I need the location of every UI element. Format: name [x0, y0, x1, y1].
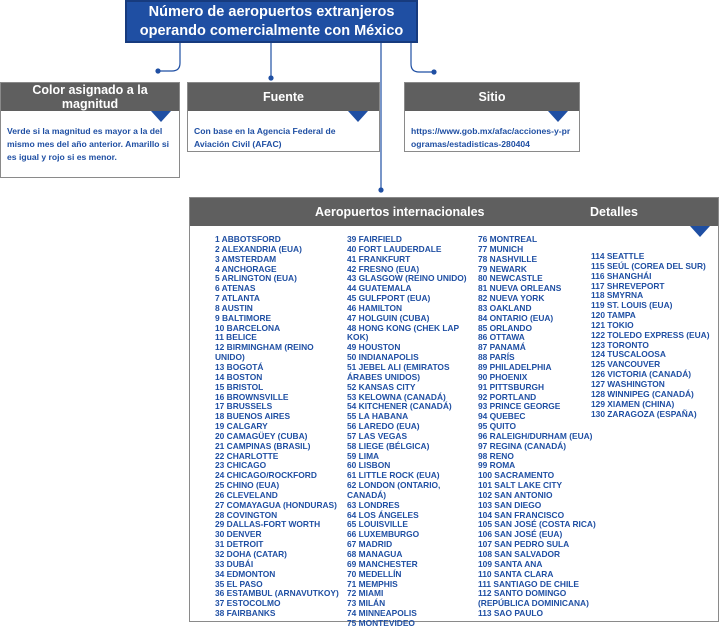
airport-item: 31 DETROIT [215, 539, 264, 550]
airport-item: 49 HOUSTON [347, 342, 401, 353]
airport-item: 88 PARÍS [478, 352, 515, 363]
airport-item: 55 LA HABANA [347, 411, 409, 422]
airport-item: 102 SAN ANTONIO [478, 489, 553, 500]
airport-item: 105 SAN JOSÉ (COSTA RICA) [478, 519, 596, 530]
fuente-box [187, 82, 380, 152]
airport-item: 108 SAN SALVADOR [478, 549, 561, 559]
airports-box-arrow [690, 226, 710, 237]
airport-item: 50 INDIANAPOLIS [347, 352, 419, 363]
airport-item: 20 CAMAGÜEY (CUBA) [215, 430, 308, 441]
airport-item: 63 LONDRES [347, 499, 400, 510]
sitio-box [404, 82, 580, 152]
airport-item: 46 HAMILTON [347, 302, 403, 313]
airports-box-header [190, 198, 718, 226]
airport-item: 103 SAN DIEGO [478, 499, 542, 510]
airport-item: 11 BELICE [215, 332, 257, 343]
airport-item: 29 DALLAS-FORT WORTH [215, 519, 321, 530]
airport-item: 3 AMSTERDAM [215, 253, 277, 264]
airport-item: 42 FRESNO (EUA) [347, 263, 420, 274]
airport-item: 96 RALEIGH/DURHAM (EUA) [478, 430, 593, 441]
airport-item: 2 ALEXANDRIA (EUA) [215, 243, 302, 254]
airport-item: 98 RENO [478, 450, 514, 461]
airport-item: 53 KELOWNA (CANADÁ) [347, 391, 446, 402]
airport-item: 86 OTTAWA [478, 332, 525, 343]
airport-item: 81 NUEVA ORLEANS [478, 283, 562, 294]
airport-item: 5 ARLINGTON (EUA) [215, 273, 297, 284]
airport-item: 73 MILÁN [347, 598, 386, 609]
airport-item: 90 PHOENIX [478, 371, 528, 382]
airport-item: 60 LISBON [347, 460, 391, 471]
airport-item: 21 CAMPINAS (BRASIL) [215, 440, 311, 451]
airport-item: 17 BRUSSELS [215, 401, 273, 412]
airport-item: 80 NEWCASTLE [478, 273, 543, 284]
airport-item: 70 MEDELLÍN [347, 568, 402, 579]
airport-item: 27 COMAYAGUA (HONDURAS) [215, 499, 337, 510]
airport-item: 100 SACRAMENTO [478, 470, 555, 481]
airport-column-1 [215, 235, 340, 619]
airport-item: 58 LIEGE (BÉLGICA) [347, 440, 430, 451]
color-box-body: Verde si la magnitud es mayor a la del mismo mes del año anterior. Amarillo si es igual y rojo si es menor. [7, 126, 170, 162]
airport-item: 10 BARCELONA [215, 322, 281, 333]
airport-item: 38 FAIRBANKS [215, 608, 276, 619]
airport-item: 111 SANTIAGO DE CHILE [478, 578, 579, 589]
airport-item: 18 BUENOS AIRES [215, 411, 291, 422]
airport-item: 64 LOS ÁNGELES [347, 509, 419, 520]
airport-item: 128 WINNIPEG (CANADÁ) [591, 388, 694, 399]
airport-item: 54 KITCHENER (CANADÁ) [347, 401, 452, 412]
airport-item: 59 LIMA [347, 450, 380, 461]
airport-item: 116 SHANGHÁI [591, 270, 652, 281]
color-box-header: Color asignado a la magnitud [1, 83, 179, 111]
airport-item: 69 MANCHESTER [347, 558, 418, 569]
airport-item: 43 GLASGOW (REINO UNIDO) [347, 273, 467, 284]
airport-item: 52 KANSAS CITY [347, 381, 416, 392]
airport-item: 44 GUATEMALA [347, 283, 412, 294]
airport-item: 74 MINNEAPOLIS [347, 608, 417, 619]
airport-item: 67 MADRID [347, 539, 393, 550]
airport-item: 91 PITTSBURGH [478, 381, 545, 392]
airport-item: 56 LAREDO (EUA) [347, 421, 420, 432]
sitio-box-header: Sitio [405, 83, 579, 111]
airport-item: 35 EL PASO [215, 578, 263, 589]
airport-item: 123 TORONTO [591, 339, 649, 350]
airport-item: 25 CHINO (EUA) [215, 480, 280, 491]
airport-item: 33 DUBÁI [215, 558, 254, 569]
airport-item: 8 AUSTIN [215, 302, 253, 313]
airport-item: 101 SALT LAKE CITY [478, 480, 563, 491]
airport-item: 23 CHICAGO [215, 460, 267, 471]
airport-item: 127 WASHINGTON [591, 378, 665, 389]
airports-box [189, 197, 719, 628]
fuente-box-arrow [348, 111, 368, 122]
airport-item: 4 ANCHORAGE [215, 263, 277, 274]
airport-item: 40 FORT LAUDERDALE [347, 243, 442, 254]
airport-item: 39 FAIRFIELD [347, 234, 402, 244]
airport-item: 22 CHARLOTTE [215, 450, 279, 461]
airport-item: 77 MUNICH [478, 243, 524, 254]
airport-item: 28 COVINGTON [215, 509, 278, 520]
color-box [0, 82, 180, 178]
airport-item: 107 SAN PEDRO SULA [478, 539, 570, 550]
airport-item: 62 LONDON (ONTARIO, CANADÁ) [347, 480, 441, 500]
airports-header-label: Aeropuertos internacionales [315, 205, 485, 219]
airport-item: 115 SEÚL (COREA DEL SUR) [591, 260, 706, 271]
airport-item: 1 ABBOTSFORD [215, 234, 281, 244]
airport-item: 66 LUXEMBURGO [347, 529, 420, 540]
airport-item: 121 TOKIO [591, 319, 634, 330]
airport-item: 26 CLEVELAND [215, 489, 278, 500]
airport-item: 92 PORTLAND [478, 391, 537, 402]
airport-item: 24 CHICAGO/ROCKFORD [215, 470, 317, 481]
airport-item: 14 BOSTON [215, 371, 263, 382]
airport-item: 65 LOUISVILLE [347, 519, 408, 530]
airport-item: 48 HONG KONG (CHEK LAP KOK) [347, 322, 459, 343]
airport-item: 72 MIAMI [347, 588, 384, 599]
airport-item: 125 VANCOUVER [591, 359, 661, 370]
airport-column-4 [591, 252, 716, 419]
airport-item: 97 REGINA (CANADÁ) [478, 440, 567, 451]
airport-item: 19 CALGARY [215, 421, 268, 432]
airport-item: 118 SMYRNA [591, 290, 644, 301]
airport-item: 16 BROWNSVILLE [215, 391, 289, 402]
airport-item: 9 BALTIMORE [215, 312, 272, 323]
airport-item: 106 SAN JOSÉ (EUA) [478, 529, 563, 540]
airport-item: 93 PRINCE GEORGE [478, 401, 561, 412]
fuente-box-header: Fuente [188, 83, 379, 111]
airport-item: 78 NASHVILLE [478, 253, 538, 264]
airport-item: 113 SAO PAULO [478, 608, 544, 619]
airport-item: 71 MEMPHIS [347, 578, 398, 589]
airport-item: 117 SHREVEPORT [591, 280, 665, 291]
airport-item: 76 MONTREAL [478, 234, 538, 244]
airport-item: 109 SANTA ANA [478, 558, 543, 569]
page-title: Número de aeropuertos extranjeros operando comercialmente con México [125, 0, 418, 43]
airport-item: 83 OAKLAND [478, 302, 532, 313]
airport-item: 85 ORLANDO [478, 322, 532, 333]
airport-item: 126 VICTORIA (CANADÁ) [591, 369, 692, 380]
airport-item: 36 ESTAMBUL (ARNAVUTKOY) [215, 588, 339, 599]
airport-item: 41 FRANKFURT [347, 253, 411, 264]
airport-item: 13 BOGOTÁ [215, 361, 264, 372]
airport-item: 112 SANTO DOMINGO (REPÚBLICA DOMINICANA) [478, 588, 589, 609]
airport-item: 99 ROMA [478, 460, 516, 471]
airport-item: 15 BRISTOL [215, 381, 264, 392]
airport-item: 87 PANAMÁ [478, 342, 526, 353]
airport-item: 47 HOLGUIN (CUBA) [347, 312, 430, 323]
airport-item: 75 MONTEVIDEO [347, 617, 415, 628]
airport-item: 114 SEATTLE [591, 251, 645, 261]
airport-item: 94 QUEBEC [478, 411, 526, 422]
airport-item: 12 BIRMINGHAM (REINO UNIDO) [215, 342, 314, 363]
airport-item: 34 EDMONTON [215, 568, 276, 579]
airport-column-2 [347, 235, 472, 629]
airport-item: 95 QUITO [478, 421, 517, 432]
airport-item: 119 ST. LOUIS (EUA) [591, 300, 673, 311]
airport-item: 37 ESTOCOLMO [215, 598, 281, 609]
airport-item: 84 ONTARIO (EUA) [478, 312, 554, 323]
color-box-arrow [151, 111, 171, 122]
airport-item: 51 JEBEL ALI (EMIRATOS ÁRABES UNIDOS) [347, 361, 450, 382]
airport-item: 30 DENVER [215, 529, 262, 540]
details-header-label: Detalles [590, 205, 638, 219]
airport-item: 57 LAS VEGAS [347, 430, 408, 441]
sitio-link[interactable]: https://www.gob.mx/afac/acciones-y-programas/estadisticas-280404 [411, 126, 571, 149]
fuente-box-body: Con base en la Agencia Federal de Aviación Civil (AFAC) [194, 126, 336, 149]
airport-item: 61 LITTLE ROCK (EUA) [347, 470, 440, 481]
airport-item: 124 TUSCALOOSA [591, 349, 666, 360]
airport-item: 122 TOLEDO EXPRESS (EUA) [591, 329, 710, 340]
airport-item: 120 TAMPA [591, 310, 636, 321]
airport-item: 7 ATLANTA [215, 293, 260, 304]
airport-item: 45 GULFPORT (EUA) [347, 293, 431, 304]
airport-item: 32 DOHA (CATAR) [215, 549, 287, 559]
airport-item: 79 NEWARK [478, 263, 527, 274]
airport-item: 89 PHILADELPHIA [478, 361, 552, 372]
sitio-box-arrow [548, 111, 568, 122]
airport-item: 6 ATENAS [215, 283, 256, 294]
airport-item: 82 NUEVA YORK [478, 293, 545, 304]
airport-item: 110 SANTA CLARA [478, 568, 554, 579]
airport-item: 104 SAN FRANCISCO [478, 509, 565, 520]
airport-item: 129 XIAMEN (CHINA) [591, 398, 675, 409]
airport-item: 130 ZARAGOZA (ESPAÑA) [591, 408, 697, 419]
airport-item: 68 MANAGUA [347, 549, 403, 559]
airport-column-3 [478, 235, 598, 619]
